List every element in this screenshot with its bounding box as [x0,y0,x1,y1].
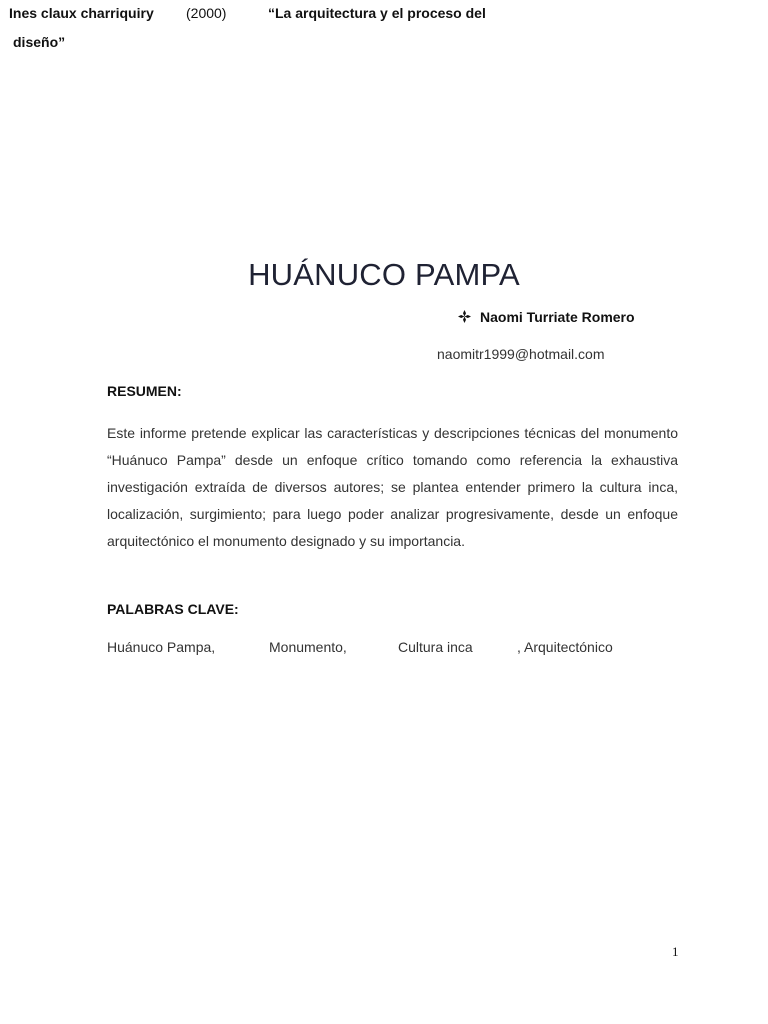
author-email: naomitr1999@hotmail.com [437,346,605,362]
reference-title-line1: “La arquitectura y el proceso del [268,5,486,21]
keyword-item: , Arquitectónico [517,639,613,655]
reference-author: Ines claux charriquiry [9,5,154,21]
reference-title-line2: diseño” [13,34,66,50]
author-line [458,309,635,325]
keywords-heading: PALABRAS CLAVE: [107,601,239,617]
page-number: 1 [672,944,679,959]
abstract-heading: RESUMEN: [107,383,182,399]
keyword-item: Cultura inca [398,639,473,655]
keyword-item: Huánuco Pampa, [107,639,216,655]
reference-year: (2000) [186,5,227,21]
diamond-bullet-icon [458,310,472,325]
keyword-item: Monumento, [269,639,347,655]
abstract-text: Este informe pretende explicar las características y descripciones técnicas del monumento “Huánuco Pampa” desde un enfoque crítico tomando como referencia la exhaustiva investigación extraída de diversos autores; se plantea entender primero la cultura inca, localización, surgimiento; para luego poder analizar progresivamente, desde un enfoque arquitectónico el monumento designado y su importancia. [107,425,678,549]
author-name: Naomi Turriate Romero [480,309,635,325]
document-title: HUÁNUCO PAMPA [248,257,520,292]
